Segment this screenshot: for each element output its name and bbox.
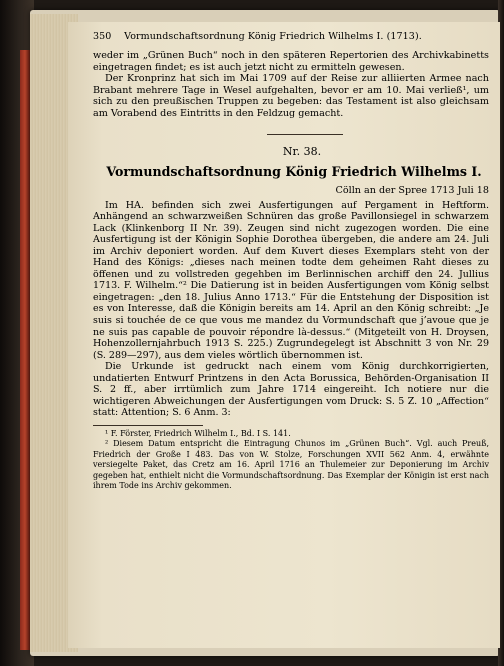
footnotes bbox=[93, 429, 489, 491]
running-head bbox=[93, 30, 489, 44]
page-content bbox=[93, 30, 489, 491]
paragraph: weder im „Grünen Buch“ noch in den späteren Repertorien des Archivkabinetts eingetragen findet; es ist auch jetzt nicht zu ermitteln gewesen. bbox=[93, 50, 489, 73]
paragraph: Im HA. befinden sich zwei Ausfertigungen auf Pergament in Heftform. Anhängend an schwarzweißen Schnüren das große Pavillonsiegel in schwarzem Lack (Klinkenborg II Nr. 39). Zeugen sind nicht zugezogen worden. Die eine Ausfertigung ist der Königin Sophie Dorothea übergeben, die andere am 24. Juli im Archiv deponiert worden. Auf dem Kuvert dieses Exemplars steht von der Hand des Königs: „dieses nach meinen todte dem geheimen Raht dieses zu öffenen und zu vollstreden gegehben im Berlinnischen archiff den 24. Jullius 1713. F. Wilhelm.“² Die Datierung ist in beiden Ausfertigungen vom König selbst eingetragen: „den 18. Julius Anno 1713.“ Für die Entstehung der Disposition ist es von Interesse, daß die Königin bereits am 14. April an den König schreibt: „Je suis si touchée de ce que vous me mandez du Vormundschaft que j’avoue que je ne suis pas capable de pouvoir répondre là-dessus.“ (Mitgeteilt von H. Droysen, Hohenzollernjahrbuch 1913 S. 225.) Zugrundegelegt ist Abschnitt 3 von Nr. 29 (S. 289—297), aus dem vieles wörtlich übernommen ist. bbox=[93, 199, 489, 361]
footnote: ² Diesem Datum entspricht die Eintragung Chunos im „Grünen Buch“. Vgl. auch Preuß, Friedrich der Große I 483. Das von W. Stolze, Forschungen XVII 562 Anm. 4, erwähnte versiegelte Paket, das Cretz am 16. April 1716 an Thulemeier zur Deponierung im Archiv gegeben hat, enthielt nicht die Vormundschaftsordnung. Das Exemplar der Königin ist erst nach ihrem Tode ins Archiv gekommen. bbox=[93, 439, 489, 490]
footnote: ¹ F. Förster, Friedrich Wilhelm I., Bd. I S. 141. bbox=[105, 428, 291, 438]
running-head-title: Vormundschaftsordnung König Friedrich Wilhelms I. (1713). bbox=[124, 31, 422, 42]
dateline: Cölln an der Spree 1713 Juli 18 bbox=[335, 184, 489, 196]
document-commentary bbox=[93, 200, 489, 419]
continued-text bbox=[93, 50, 489, 120]
paragraph: Die Urkunde ist gedruckt nach einem vom König durchkorrigierten, undatierten Entwurf Printzens in den Acta Borussica, Behörden-Organisation II S. 2 ff., aber irrtümlich zum Jahre 1714 eingereiht. Ich notiere nur die wichtigeren Abweichungen der Ausfertigungen vom Druck: S. 5 Z. 10 „Affection“ statt: Attention; S. 6 Anm. 3: bbox=[93, 361, 489, 419]
section-divider bbox=[267, 134, 343, 135]
footnote-rule bbox=[93, 425, 203, 426]
document-title: Vormundschaftsordnung König Friedrich Wilhelms I. bbox=[106, 163, 482, 179]
page-number: 350 bbox=[93, 31, 112, 42]
document-number: Nr. 38. bbox=[282, 144, 322, 158]
paragraph: Der Kronprinz hat sich im Mai 1709 auf der Reise zur alliierten Armee nach Brabant mehrere Tage in Wesel aufgehalten, bevor er am 10. Mai verließ¹, um sich zu den preußischen Truppen zu begeben: das Testament ist also gleichsam am Vorabend des Eintritts in den Feldzug gemacht. bbox=[93, 73, 489, 119]
spine-binding-strip bbox=[20, 50, 30, 650]
